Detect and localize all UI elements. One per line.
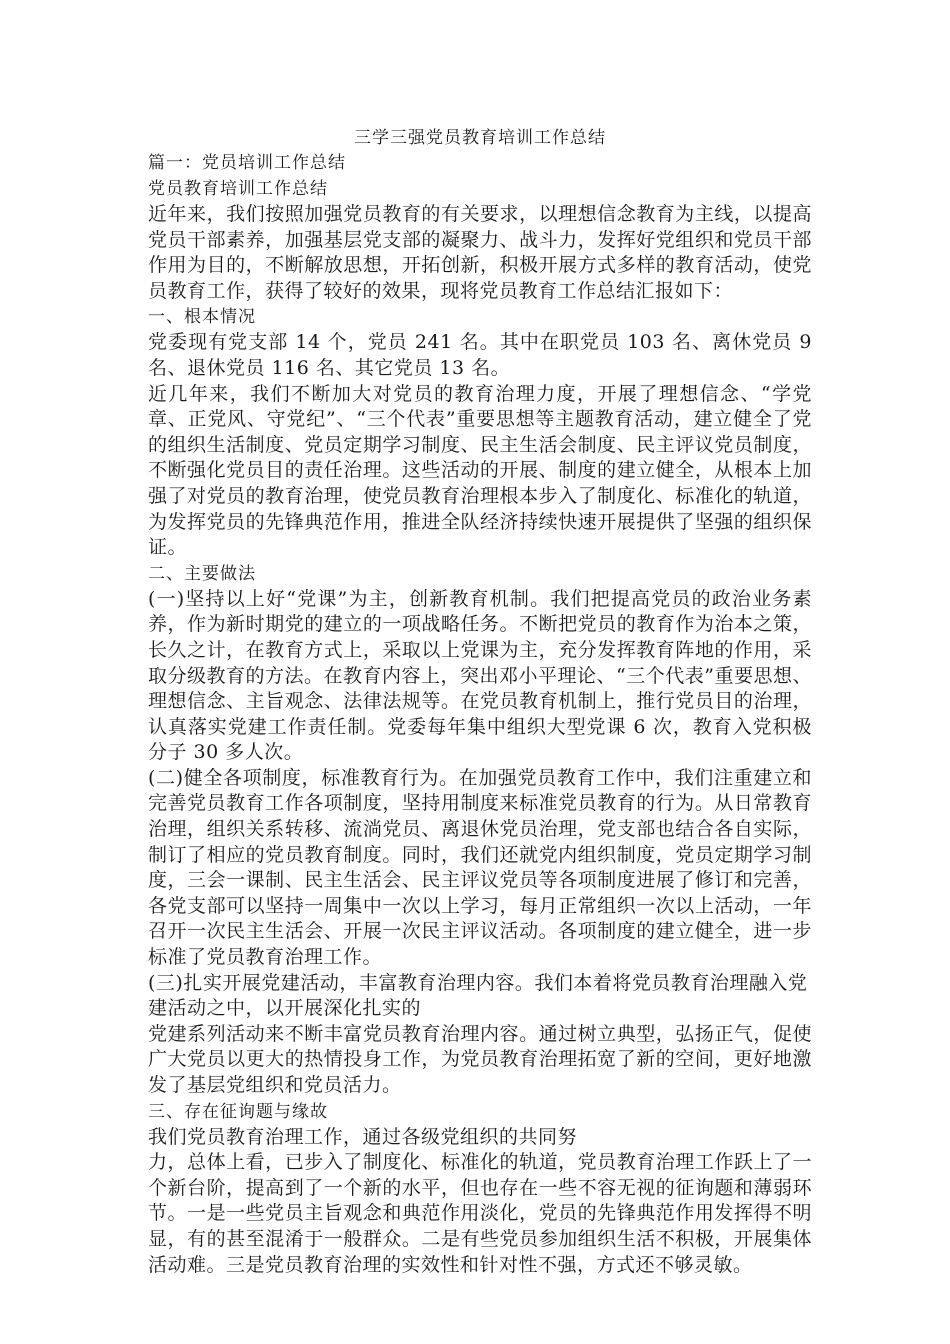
intro-paragraph: 近年来，我们按照加强党员教育的有关要求，以理想信念教育为主线，以提高党员干部素养，加强基层党支部的凝聚力、战斗力，发挥好党组织和党员干部作用为目的，不断解放思想，开拓创新，积极开展方式多样的教育活动，使党员教育工作，获得了较好的效果，现将党员教育工作总结汇报如下： bbox=[148, 203, 812, 302]
document-subtitle: 党员教育培训工作总结 bbox=[148, 179, 328, 199]
body-paragraph: 近几年来，我们不断加大对党员的教育治理力度，开展了理想信念、“学党章、正党风、守党纪”、“三个代表”重要思想等主题教育活动，建立健全了党的组织生活制度、党员定期学习制度、民主生活会制度、民主评议党员制度，不断强化党员目的责任治理。这些活动的开展、制度的建立健全，从根本上加强了对党员的教育治理，使党员教育治理根本步入了制度化、标准化的轨道，为发挥党员的先锋典范作用，推进全队经济持续快速开展提供了坚强的组织保证。 bbox=[148, 382, 812, 559]
document-title: 三学三强党员教育培训工作总结 bbox=[354, 128, 606, 148]
section-heading: 二、主要做法 bbox=[148, 563, 256, 584]
body-line: (三)扎实开展党建活动，丰富教育治理内容。我们本着将党员教育治理融入党 bbox=[148, 971, 808, 994]
body-paragraph: (二)健全各项制度，标准教育行为。在加强党员教育工作中，我们注重建立和完善党员教育工作各项制度，坚持用制度来标准党员教育的行为。从日常教育治理，组织关系转移、流淌党员、离退休党员治理，党支部也结合各自实际，制订了相应的党员教育制度。同时，我们还就党内组织制度，党员定期学习制度，三会一课制、民主生活会、民主评议党员等各项制度进展了修订和完善，各党支部可以坚持一周集中一次以上学习，每月正常组织一次以上活动，一年召开一次民主生活会、开展一次民主评议活动。各项制度的建立健全，进一步标准了党员教育治理工作。 bbox=[148, 766, 812, 969]
body-line: 建活动之中，以开展深化扎实的 bbox=[148, 997, 422, 1020]
body-paragraph: 党建系列活动来不断丰富党员教育治理内容。通过树立典型，弘扬正气，促使广大党员以更大的热情投身工作，为党员教育治理拓宽了新的空间，更好地激发了基层党组织和党员活力。 bbox=[148, 1022, 812, 1096]
body-paragraph: (一)坚持以上好“党课”为主，创新教育机制。我们把提高党员的政治业务素养，作为新时期党的建立的一项战略任务。不断把党员的教育作为治本之策，长久之计，在教育方式上，采取以上党课为主，充分发挥教育阵地的作用，采取分级教育的方法。在教育内容上，突出邓小平理论、“三个代表”重要思想、理想信念、主旨观念、法律法规等。在党员教育机制上，推行党员目的治理，认真落实党建工作责任制。党委每年集中组织大型党课 6 次，教育入党积极分子 30 多人次。 bbox=[148, 587, 812, 764]
document-page bbox=[148, 126, 812, 1278]
body-paragraph: 力，总体上看，已步入了制度化、标准化的轨道，党员教育治理工作跃上了一个新台阶，提高到了一个新的水平，但也存在一些不容无视的征询题和薄弱环节。一是一些党员主旨观念和典范作用淡化，党员的先锋典范作用发挥得不明显，有的甚至混淆于一般群众。二是有些党员参加组织生活不积极，开展集体活动难。三是党员教育治理的实效性和针对性不强，方式还不够灵敏。 bbox=[148, 1151, 812, 1276]
chapter-heading: 篇一：党员培训工作总结 bbox=[148, 153, 346, 173]
section-heading: 一、根本情况 bbox=[148, 307, 256, 328]
body-paragraph: 党委现有党支部 14 个，党员 241 名。其中在职党员 103 名、离休党员 9 名、退休党员 116 名、其它党员 13 名。 bbox=[148, 331, 812, 379]
body-line: 我们党员教育治理工作，通过各级党组织的共同努 bbox=[148, 1125, 578, 1148]
section-heading: 三、存在征询题与缘故 bbox=[148, 1101, 328, 1122]
